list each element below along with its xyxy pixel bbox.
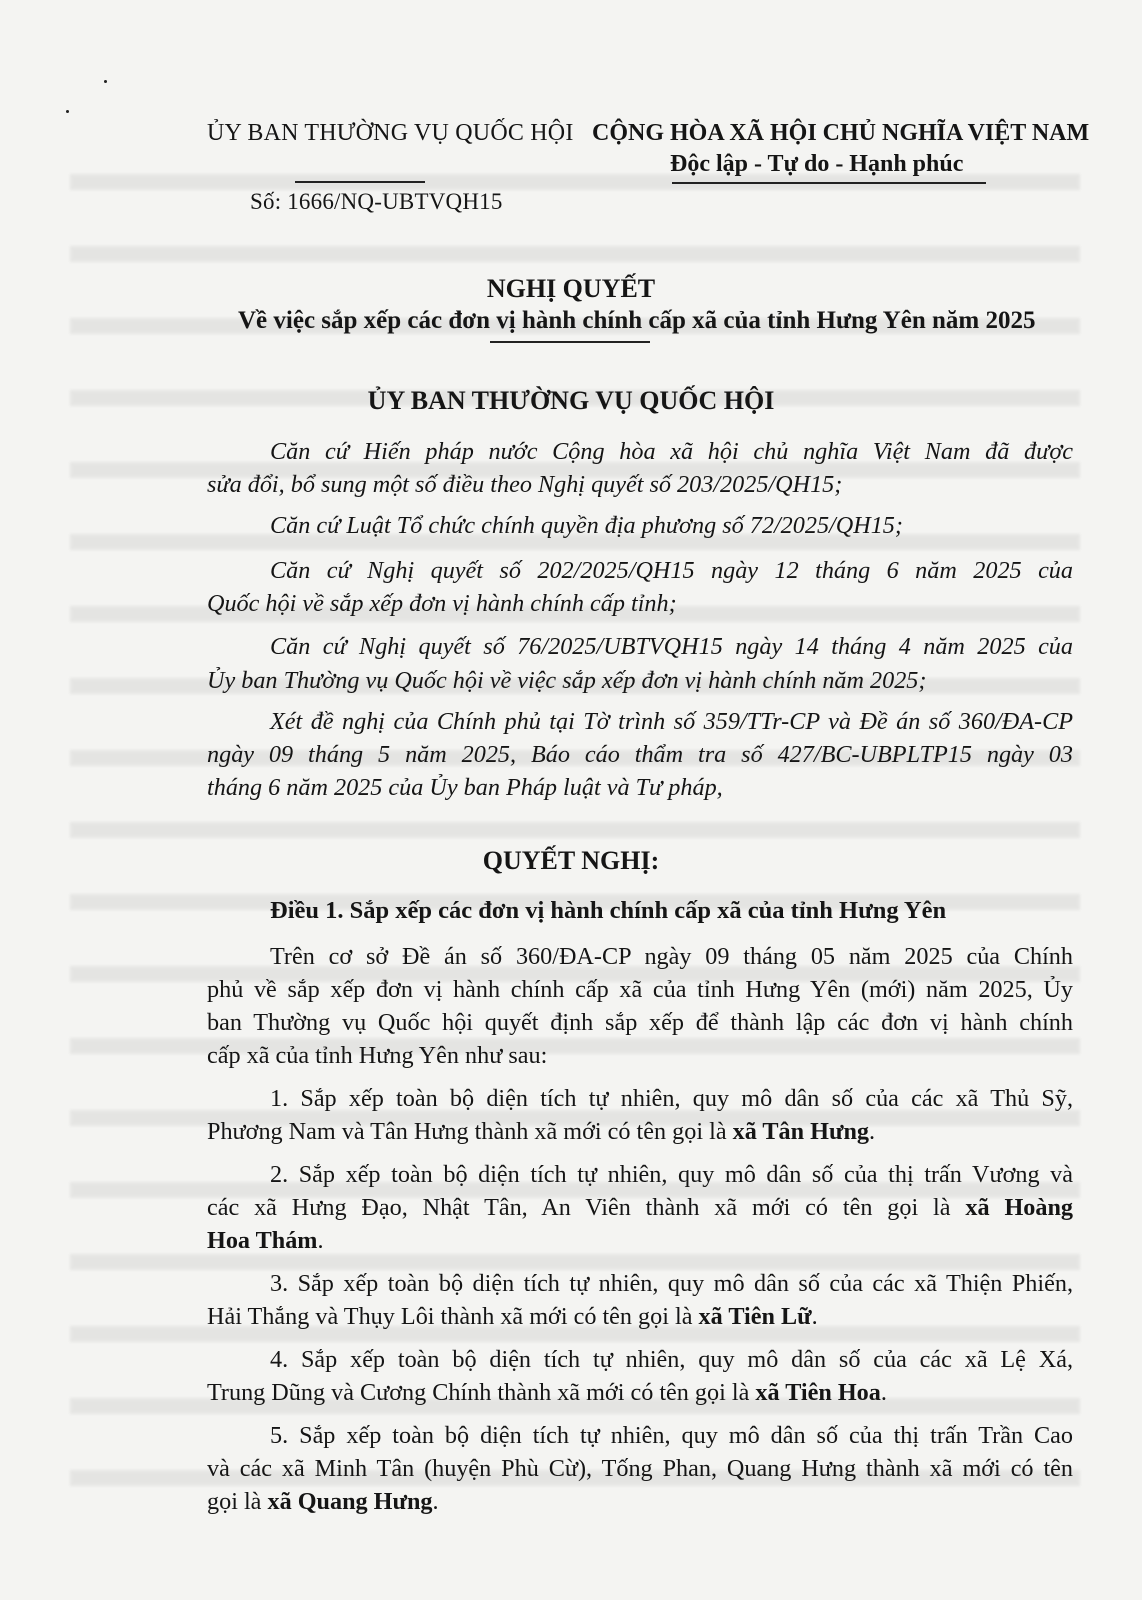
intro-line: Trên cơ sở Đề án số 360/ĐA-CP ngày 09 tháng 05 năm 2025 của Chính (270, 943, 1073, 970)
preamble-line: sửa đổi, bổ sung một số điều theo Nghị quyết số 203/2025/QH15; (207, 471, 843, 498)
item-text: các xã Hưng Đạo, Nhật Tân, An Viên thành xã mới có tên gọi là (207, 1194, 966, 1221)
country-name: CỘNG HÒA XÃ HỘI CHỦ NGHĨA VIỆT NAM (592, 120, 1090, 146)
item-punct: . (869, 1118, 876, 1145)
item-line: 2. Sắp xếp toàn bộ diện tích tự nhiên, quy mô dân số của thị trấn Vương và (270, 1161, 1073, 1188)
issuer-heading: ỦY BAN THƯỜNG VỤ QUỐC HỘI (367, 386, 775, 415)
item-line: và các xã Minh Tân (huyện Phù Cừ), Tống Phan, Quang Hưng thành xã mới có tên (207, 1455, 1073, 1482)
subject-underline (490, 341, 650, 343)
document-type: NGHỊ QUYẾT (486, 274, 656, 303)
new-commune-name: xã Tân Hưng (732, 1118, 870, 1145)
new-commune-name: xã Quang Hưng (267, 1488, 433, 1515)
intro-line: ban Thường vụ Quốc hội quyết định sắp xếp để thành lập các đơn vị hành chính (207, 1009, 1073, 1036)
item-punct: . (317, 1227, 324, 1254)
preamble-line: Căn cứ Nghị quyết số 202/2025/QH15 ngày 12 tháng 6 năm 2025 của (270, 557, 1073, 584)
item-line: 4. Sắp xếp toàn bộ diện tích tự nhiên, quy mô dân số của các xã Lệ Xá, (270, 1346, 1073, 1373)
item-text: Hải Thắng và Thụy Lôi thành xã mới có tên gọi là (207, 1303, 699, 1330)
preamble-line: ngày 09 tháng 5 năm 2025, Báo cáo thẩm tra số 427/BC-UBPLTP15 ngày 03 (207, 741, 1073, 768)
item-punct: . (811, 1303, 818, 1330)
scan-speck (104, 80, 107, 83)
item-line (207, 1379, 887, 1407)
document-number: Số: 1666/NQ-UBTVQH15 (250, 189, 503, 214)
item-line: 5. Sắp xếp toàn bộ diện tích tự nhiên, quy mô dân số của thị trấn Trần Cao (270, 1422, 1073, 1449)
new-commune-name-cont: Hoa Thám (207, 1227, 318, 1254)
new-commune-name: xã Tiên Hoa (755, 1379, 881, 1406)
preamble-line: Căn cứ Nghị quyết số 76/2025/UBTVQH15 ngày 14 tháng 4 năm 2025 của (270, 633, 1073, 660)
item-line (207, 1488, 439, 1516)
item-line (207, 1227, 324, 1255)
preamble-line: Ủy ban Thường vụ Quốc hội về việc sắp xếp đơn vị hành chính năm 2025; (207, 667, 927, 694)
document-subject: Về việc sắp xếp các đơn vị hành chính cấp xã của tỉnh Hưng Yên năm 2025 (238, 307, 1036, 334)
new-commune-name: xã Tiên Lữ (698, 1303, 812, 1330)
preamble-line: Xét đề nghị của Chính phủ tại Tờ trình số 359/TTr-CP và Đề án số 360/ĐA-CP (270, 708, 1073, 735)
preamble-line: Căn cứ Hiến pháp nước Cộng hòa xã hội chủ nghĩa Việt Nam đã được (270, 438, 1073, 465)
intro-line: phủ về sắp xếp đơn vị hành chính cấp xã của tỉnh Hưng Yên (mới) năm 2025, Ủy (207, 976, 1073, 1003)
motto: Độc lập - Tự do - Hạnh phúc (670, 151, 964, 177)
item-punct: . (880, 1379, 887, 1406)
item-text: gọi là (207, 1488, 268, 1515)
item-text: Trung Dũng và Cương Chính thành xã mới có tên gọi là (207, 1379, 756, 1406)
item-line: 1. Sắp xếp toàn bộ diện tích tự nhiên, quy mô dân số của các xã Thủ Sỹ, (270, 1085, 1073, 1112)
preamble-line: tháng 6 năm 2025 của Ủy ban Pháp luật và Tư pháp, (207, 774, 723, 801)
new-commune-name: xã Hoàng (965, 1194, 1073, 1221)
item-line: 3. Sắp xếp toàn bộ diện tích tự nhiên, quy mô dân số của các xã Thiện Phiến, (270, 1270, 1073, 1297)
preamble-line: Quốc hội về sắp xếp đơn vị hành chính cấp tỉnh; (207, 590, 677, 617)
item-line (207, 1303, 818, 1331)
item-text: Phương Nam và Tân Hưng thành xã mới có tên gọi là (207, 1118, 733, 1145)
scan-speck (66, 110, 69, 113)
issuer-underline (295, 181, 425, 183)
motto-underline (672, 182, 986, 184)
issuer-name: ỦY BAN THƯỜNG VỤ QUỐC HỘI (207, 120, 574, 146)
decision-heading: QUYẾT NGHỊ: (482, 846, 660, 875)
item-line (207, 1118, 875, 1146)
item-line (207, 1194, 1073, 1222)
article-1-heading: Điều 1. Sắp xếp các đơn vị hành chính cấp xã của tỉnh Hưng Yên (270, 897, 947, 924)
item-punct: . (432, 1488, 439, 1515)
intro-line: cấp xã của tỉnh Hưng Yên như sau: (207, 1042, 548, 1069)
preamble-line: Căn cứ Luật Tổ chức chính quyền địa phương số 72/2025/QH15; (270, 512, 903, 539)
